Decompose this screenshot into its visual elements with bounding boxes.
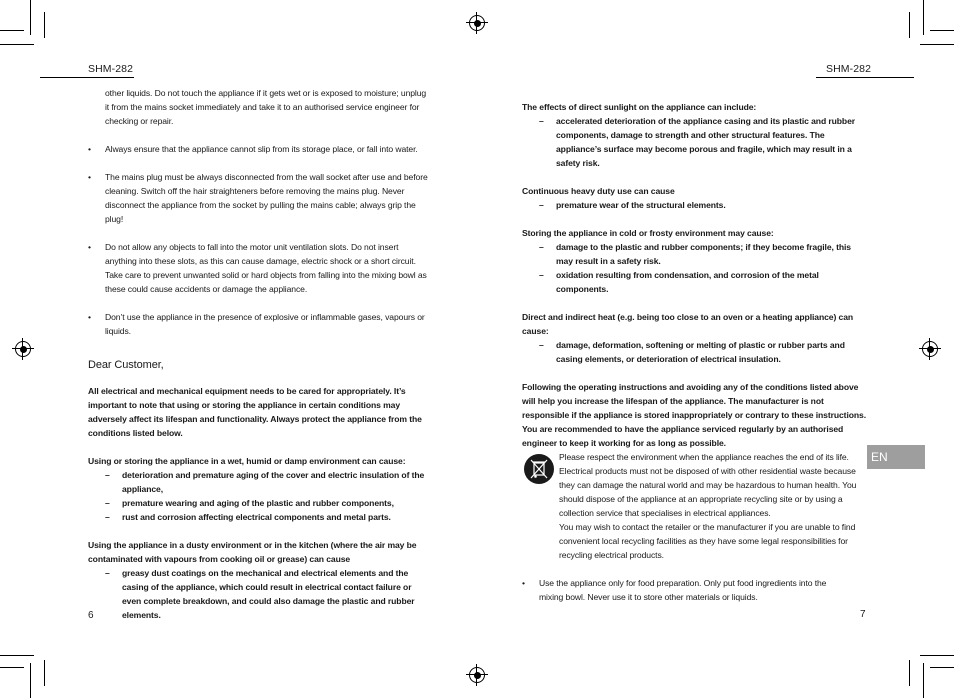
list-item: – damage, deformation, softening or melting of plastic or rubber parts and casing elements, or deterioration of electrical insulation. xyxy=(539,340,845,364)
greeting: Dear Customer, xyxy=(88,359,164,371)
crop-mark xyxy=(930,30,954,31)
registration-mark-icon xyxy=(15,341,31,357)
list-item: – rust and corrosion affecting electrical components and metal parts. xyxy=(105,512,391,522)
environment-text-2: You may wish to contact the retailer or the manufacturer if you are unable to find convenient local recycling facilities as they have some legal responsibilities for recycling electrical products. xyxy=(559,522,856,560)
list-item: – oxidation resulting from condensation, and corrosion of the metal components. xyxy=(539,270,819,294)
crop-mark xyxy=(0,655,34,656)
environment-notice xyxy=(559,450,865,562)
environment-text: Please respect the environment when the appliance reaches the end of its life. Electrical products must not be disposed of with other residential waste because they can damage the natural world and may be hazardous to human health. You should dispose of the appliance at an appropriate recycling site or by using a collection service that specialises in electrical appliances. xyxy=(559,452,857,518)
crop-mark xyxy=(44,12,45,38)
sun-heading: The effects of direct sunlight on the appliance can include: xyxy=(522,102,757,112)
list-item: – accelerated deterioration of the appliance casing and its plastic and rubber components, damage to strength and other structural features. The appliance’s surface may become porous and fragile, which may result in a safety risk. xyxy=(539,116,855,168)
intro-paragraph: All electrical and mechanical equipment needs to be cared for appropriately. It’s important to note that using or storing the appliance in certain conditions may adversely affect its lifespan and functionality. Always protect the appliance from the conditions listed below. xyxy=(88,386,422,438)
header-rule-right xyxy=(816,77,914,78)
crop-mark xyxy=(30,663,31,698)
registration-mark-icon xyxy=(469,15,485,31)
crop-mark xyxy=(0,44,34,45)
registration-mark-icon xyxy=(922,341,938,357)
page-number-right: 7 xyxy=(860,609,866,620)
crop-mark xyxy=(30,0,31,35)
crop-mark xyxy=(920,44,954,45)
list-item: • Do not allow any objects to fall into the motor unit ventilation slots. Do not insert anything into these slots, as this can cause damage, electric shock or a short circuit. Take care to prevent unwanted solid or hard objects from falling into the mixing bowl as these could cause accidents or damage the appliance. xyxy=(88,242,427,294)
bullet-mark: • xyxy=(88,172,91,182)
crop-mark xyxy=(909,660,910,686)
registration-mark-icon xyxy=(469,667,485,683)
model-header-left: SHM-282 xyxy=(88,63,134,75)
list-item: • Always ensure that the appliance cannot slip from its storage place, or fall into water. xyxy=(88,144,418,154)
list-item: – damage to the plastic and rubber components; if they become fragile, this may result in a safety risk. xyxy=(539,242,851,266)
crop-mark xyxy=(920,655,954,656)
crop-mark xyxy=(44,660,45,686)
continued-paragraph: other liquids. Do not touch the appliance if it gets wet or is exposed to moisture; unplug it from the mains socket immediately and take it to an authorised service engineer for checking or repair. xyxy=(105,88,427,126)
lifespan-paragraph: Following the operating instructions and avoiding any of the conditions listed above will help you increase the lifespan of the appliance. The manufacturer is not responsible if the appliance is stored inappropriately or contrary to these instructions. You are recommended to have the appliance serviced regularly by an authorised engineer to keep it working for as long as possible. xyxy=(522,382,866,448)
crossed-out-wheelie-bin-icon xyxy=(524,454,554,484)
list-item: – premature wear of the structural elements. xyxy=(539,200,726,210)
bullet-mark: • xyxy=(522,578,525,588)
crop-mark xyxy=(0,30,24,31)
list-item: – premature wearing and aging of the plastic and rubber components, xyxy=(105,498,394,508)
crop-mark xyxy=(923,663,924,698)
bullet-mark: • xyxy=(88,144,91,154)
dust-heading: Using the appliance in a dusty environment or in the kitchen (where the air may be contaminated with vapours from cooking oil or grease) can cause xyxy=(88,540,417,564)
list-item: – greasy dust coatings on the mechanical and electrical elements and the casing of the appliance, which could result in electrical contact failure or even complete breakdown, and could also damage the plastic and rubber elements. xyxy=(105,568,415,620)
bullet-mark: • xyxy=(88,242,91,252)
crop-mark xyxy=(923,0,924,35)
list-item: – deterioration and premature aging of the cover and electric insulation of the appliance, xyxy=(105,470,425,494)
cold-heading: Storing the appliance in cold or frosty environment may cause: xyxy=(522,228,774,238)
crop-mark xyxy=(930,667,954,668)
header-rule-left xyxy=(40,77,134,78)
page-number-left: 6 xyxy=(88,610,94,621)
crop-mark xyxy=(909,12,910,38)
list-item: • Use the appliance only for food preparation. Only put food ingredients into the mixing bowl. Never use it to store other materials or liquids. xyxy=(522,578,827,602)
duty-heading: Continuous heavy duty use can cause xyxy=(522,186,675,196)
crop-mark xyxy=(0,667,24,668)
left-page-column xyxy=(88,86,432,622)
last-bullet-block xyxy=(522,576,852,604)
heat-heading: Direct and indirect heat (e.g. being too close to an oven or a heating appliance) can cause: xyxy=(522,312,854,336)
bullet-mark: • xyxy=(88,312,91,322)
list-item: • The mains plug must be always disconnected from the wall socket after use and before cleaning. Switch off the hair straighteners before removing the mains plug. Never disconnect the appliance from the socket by pulling the mains cable; always grip the plug! xyxy=(88,172,428,224)
list-item: • Don’t use the appliance in the presence of explosive or inflammable gases, vapours or liquids. xyxy=(88,312,425,336)
model-header-right: SHM-282 xyxy=(826,63,872,75)
language-tab: EN xyxy=(867,445,925,469)
right-page-column xyxy=(522,100,866,450)
wet-heading: Using or storing the appliance in a wet, humid or damp environment can cause: xyxy=(88,456,406,466)
